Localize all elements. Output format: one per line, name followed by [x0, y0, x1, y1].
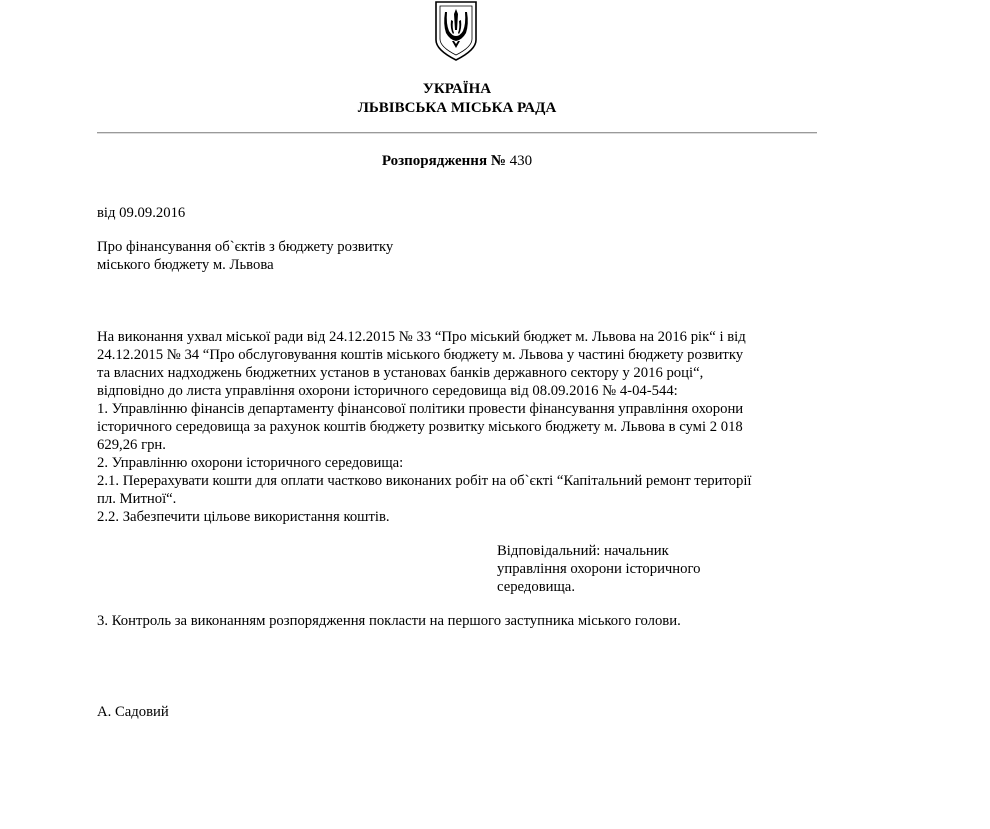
signature-name: А. Садовий [97, 704, 169, 720]
responsible-line: середовища. [497, 579, 575, 595]
body-line: історичного середовища за рахунок коштів бюджету розвитку міського бюджету м. Львова в сумі 2 018 [97, 419, 743, 435]
order-title-label: Розпорядження № [381, 153, 506, 169]
body-line: 2.2. Забезпечити цільове використання коштів. [97, 509, 390, 525]
control-clause: 3. Контроль за виконанням розпорядження покласти на першого заступника міського голови. [97, 613, 681, 629]
body-line: 629,26 грн. [97, 437, 166, 453]
subject-line: міського бюджету м. Львова [97, 257, 274, 273]
subject-line: Про фінансування об`єктів з бюджету розвитку [97, 239, 394, 255]
country-heading: УКРАЇНА [422, 81, 492, 97]
body-line: пл. Митної“. [97, 491, 177, 507]
body-line: На виконання ухвал міської ради від 24.12.2015 № 33 “Про міський бюджет м. Львова на 2016 рік“ і від [97, 329, 746, 345]
order-title [97, 152, 817, 170]
council-heading: ЛЬВІВСЬКА МІСЬКА РАДА [357, 100, 557, 116]
trident-coat-of-arms-icon [432, 0, 480, 62]
body-line: та власних надходжень бюджетних установ в установах банків державного сектору у 2016 році“, [97, 365, 704, 381]
body-line: 1. Управлінню фінансів департаменту фінансової політики провести фінансування управління охорони [97, 401, 744, 417]
responsible-line: Відповідальний: начальник [497, 543, 669, 559]
order-body [97, 328, 822, 526]
body-line: відповідно до листа управління охорони історичного середовища від 08.09.2016 № 4-04-544: [97, 383, 678, 399]
body-line: 2.1. Перерахувати кошти для оплати частково виконаних робіт на об`єкті “Капітальний ремонт території [97, 473, 752, 489]
responsible-person [497, 542, 701, 596]
body-line: 24.12.2015 № 34 “Про обслуговування коштів міського бюджету м. Львова у частині бюджету розвитку [97, 347, 744, 363]
body-line: 2. Управлінню охорони історичного середовища: [97, 455, 404, 471]
header-divider [97, 132, 817, 134]
order-date: від 09.09.2016 [97, 205, 186, 221]
order-subject [97, 238, 517, 274]
responsible-line: управління охорони історичного [497, 561, 701, 577]
order-number: 430 [509, 153, 533, 169]
